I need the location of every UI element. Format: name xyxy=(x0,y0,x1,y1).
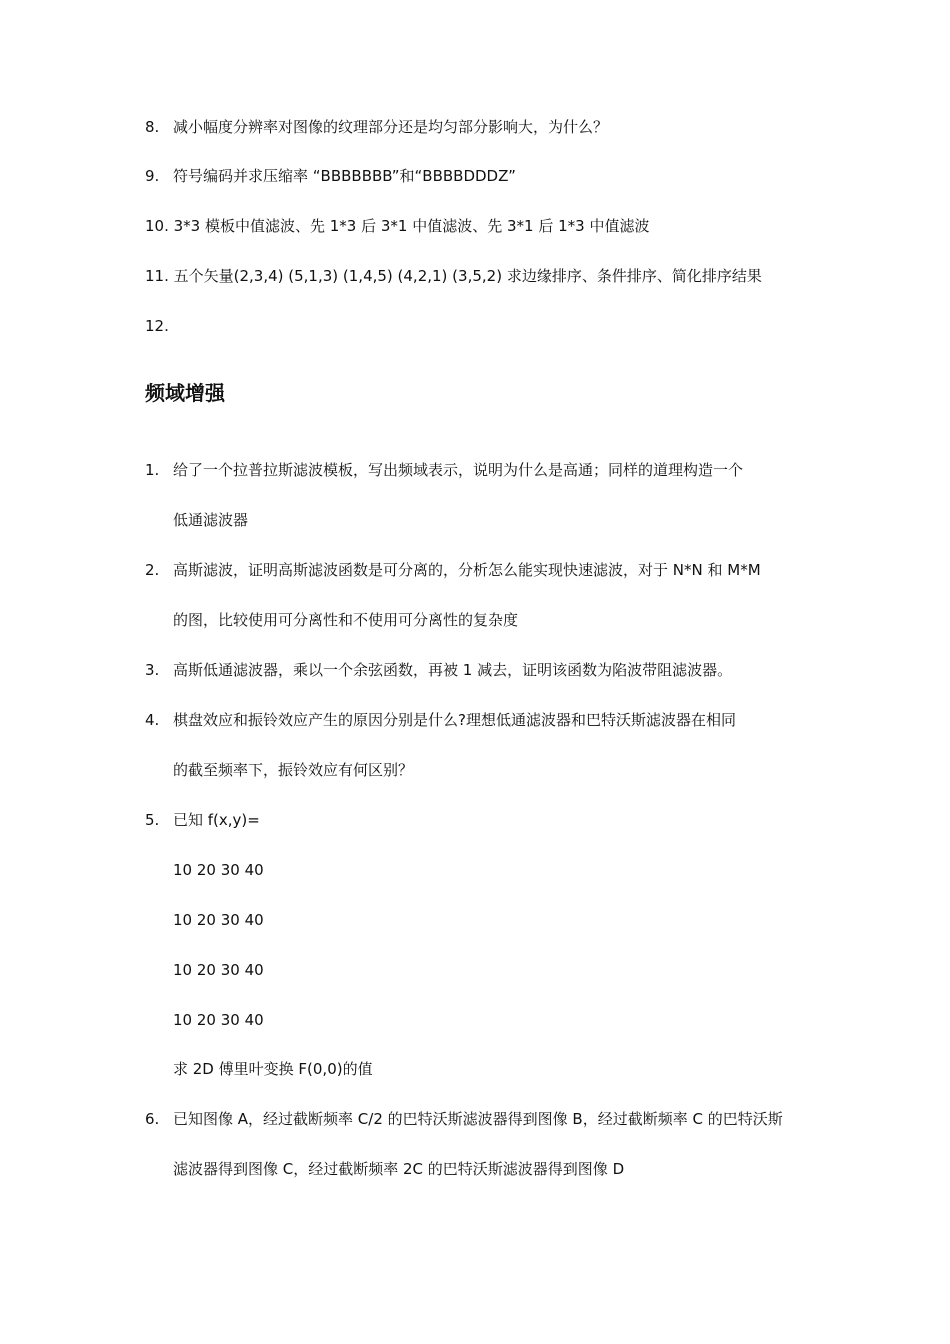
item-number: 5. xyxy=(145,811,160,829)
item-text: 已知 f(x,y)= xyxy=(173,811,260,829)
item-text: 给了一个拉普拉斯滤波模板，写出频域表示，说明为什么是高通；同样的道理构造一个 xyxy=(173,461,744,479)
matrix-row: 10 20 30 40 xyxy=(173,961,264,979)
section-title: 频域增强 xyxy=(145,381,225,405)
matrix-row: 10 20 30 40 xyxy=(173,861,264,879)
item-text: 已知图像 A，经过截断频率 C/2 的巴特沃斯滤波器得到图像 B，经过截断频率 C 的巴特沃斯 xyxy=(173,1110,783,1128)
item-line: 10. 3*3 模板中值滤波、先 1*3 后 3*1 中值滤波、先 3*1 后 1*3 中值滤波 xyxy=(145,217,650,235)
item-number: 8. xyxy=(145,118,160,136)
item-number: 9. xyxy=(145,167,160,185)
item-text: 减小幅度分辨率对图像的纹理部分还是均匀部分影响大，为什么？ xyxy=(173,118,609,136)
item-text: 高斯低通滤波器，乘以一个余弦函数，再被 1 减去，证明该函数为陷波带阻滤波器。 xyxy=(173,661,733,679)
item-number: 6. xyxy=(145,1110,160,1128)
item-text: 高斯滤波，证明高斯滤波函数是可分离的，分析怎么能实现快速滤波，对于 N*N 和 M*M xyxy=(173,561,761,579)
matrix-row: 10 20 30 40 xyxy=(173,911,264,929)
item-number: 3. xyxy=(145,661,160,679)
item-number: 2. xyxy=(145,561,160,579)
matrix-row: 10 20 30 40 xyxy=(173,1011,264,1029)
item-text-continued: 求 2D 傅里叶变换 F(0,0)的值 xyxy=(173,1060,373,1078)
item-line: 11. 五个矢量(2,3,4) (5,1,3) (1,4,5) (4,2,1) (3,5,2) 求边缘排序、条件排序、简化排序结果 xyxy=(145,267,762,285)
item-text-continued: 的截至频率下，振铃效应有何区别？ xyxy=(173,761,414,779)
item-number: 4. xyxy=(145,711,160,729)
item-text: 符号编码并求压缩率 “BBBBBBB”和“BBBBDDDZ” xyxy=(173,167,516,185)
item-text-continued: 低通滤波器 xyxy=(173,511,249,529)
item-number: 1. xyxy=(145,461,160,479)
item-text-continued: 的图，比较使用可分离性和不使用可分离性的复杂度 xyxy=(173,611,519,629)
item-line: 12. xyxy=(145,317,169,335)
item-text-continued: 滤波器得到图像 C，经过截断频率 2C 的巴特沃斯滤波器得到图像 D xyxy=(173,1160,625,1178)
item-text: 棋盘效应和振铃效应产生的原因分别是什么?理想低通滤波器和巴特沃斯滤波器在相同 xyxy=(173,711,736,729)
